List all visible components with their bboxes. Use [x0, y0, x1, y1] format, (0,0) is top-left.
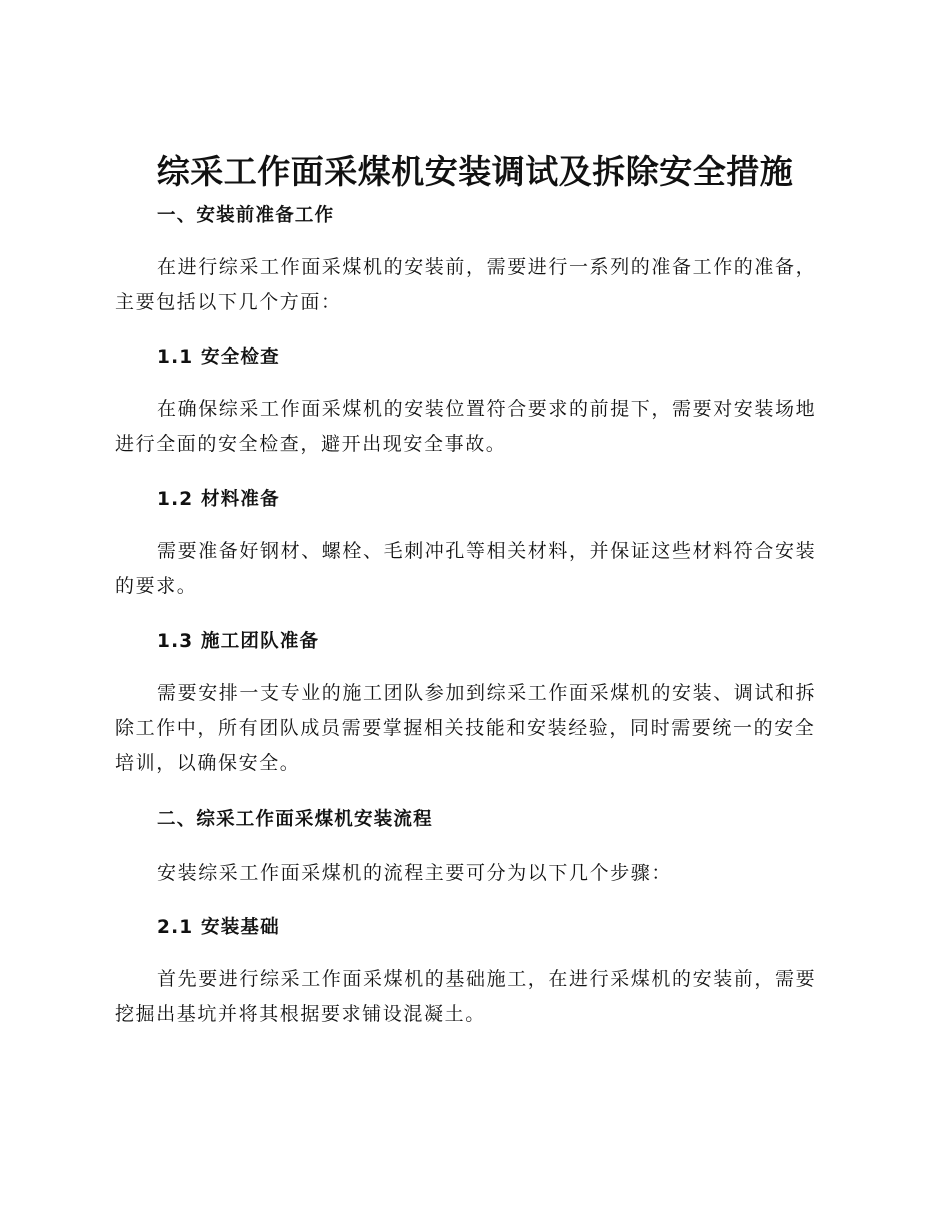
subsection-heading-2-1: 2.1 安装基础	[157, 917, 280, 938]
section-heading-2: 二、综采工作面采煤机安装流程	[157, 809, 433, 830]
section-1-intro: 在进行综采工作面采煤机的安装前，需要进行一系列的准备工作的准备，主要包括以下几个方面：	[115, 256, 817, 313]
subsection-1-3-body: 需要安排一支专业的施工团队参加到综采工作面采煤机的安装、调试和拆除工作中，所有团队成员需要掌握相关技能和安装经验，同时需要统一的安全培训，以确保安全。	[115, 682, 817, 774]
subsection-heading-1-3: 1.3 施工团队准备	[157, 631, 320, 652]
subsection-2-1-body: 首先要进行综采工作面采煤机的基础施工，在进行采煤机的安装前，需要挖掘出基坑并将其根据要求铺设混凝土。	[115, 968, 817, 1025]
section-heading-1: 一、安装前准备工作	[157, 205, 335, 226]
subsection-heading-1-1: 1.1 安全检查	[157, 347, 280, 368]
document-title: 综采工作面采煤机安装调试及拆除安全措施	[156, 152, 794, 191]
subsection-1-2-body: 需要准备好钢材、螺栓、毛刺冲孔等相关材料，并保证这些材料符合安装的要求。	[115, 540, 817, 597]
subsection-heading-1-2: 1.2 材料准备	[157, 489, 280, 510]
subsection-1-1-body: 在确保综采工作面采煤机的安装位置符合要求的前提下，需要对安装场地进行全面的安全检查，避开出现安全事故。	[115, 398, 817, 455]
section-2-intro: 安装综采工作面采煤机的流程主要可分为以下几个步骤：	[157, 862, 673, 884]
